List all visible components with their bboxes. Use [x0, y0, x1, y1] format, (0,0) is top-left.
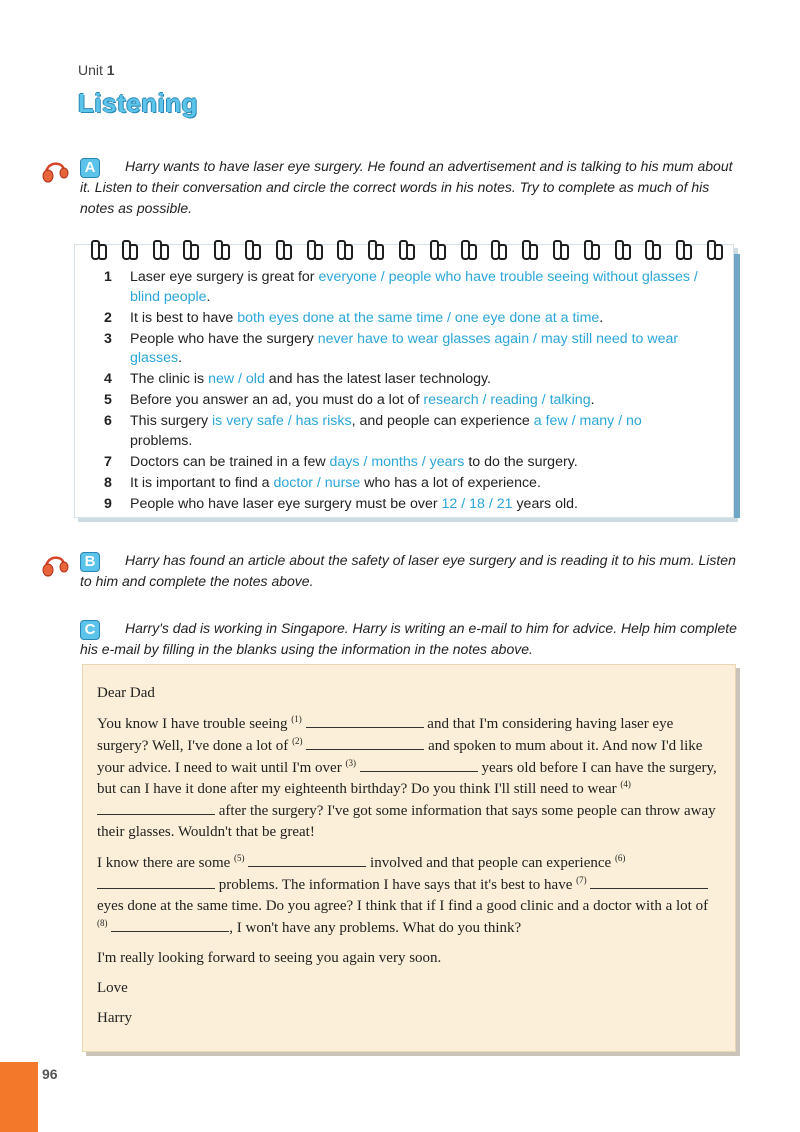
note-text: , and people can experience — [351, 413, 534, 429]
section-c — [40, 618, 740, 660]
note-item — [98, 474, 708, 494]
note-text: It is best to have — [130, 309, 238, 326]
note-text: and has the latest laser technology. — [264, 371, 491, 387]
note-options[interactable]: research / reading / talking — [423, 392, 591, 408]
blank-number: (3) — [345, 758, 356, 768]
page-number: 96 — [42, 1066, 58, 1082]
note-text: People who have laser eye surgery must be over — [130, 495, 442, 512]
note-text: . — [178, 350, 183, 366]
spiral-binding — [90, 240, 720, 262]
note-text: to do the surgery. — [464, 453, 578, 470]
note-text: Doctors can be trained in a few — [130, 453, 330, 470]
section-a-badge: A — [80, 158, 100, 178]
spiral-ring — [521, 240, 535, 258]
note-text: This surgery — [130, 413, 212, 429]
letter-closing: Love — [97, 980, 128, 996]
note-item — [98, 370, 708, 390]
letter-text: involved and that people can experience — [366, 855, 615, 871]
blank-number: (8) — [97, 918, 108, 928]
blank-number: (2) — [292, 736, 303, 746]
answer-blank[interactable] — [97, 800, 215, 815]
letter-body — [97, 713, 721, 969]
spiral-ring — [552, 240, 566, 258]
letter-text: problems. The information I have says that it's best to have — [215, 877, 577, 893]
headphones-icon — [40, 156, 76, 184]
note-options[interactable]: 12 / 18 / 21 — [441, 495, 513, 512]
answer-blank[interactable] — [111, 917, 229, 932]
spiral-ring — [90, 240, 104, 258]
spiral-ring — [429, 240, 443, 258]
note-options[interactable]: both eyes done at the same time / one eye done at a time — [237, 309, 600, 326]
note-number: 1 — [104, 269, 112, 285]
section-b — [40, 550, 740, 592]
note-item — [98, 453, 708, 473]
note-text: . — [599, 309, 604, 326]
note-text: Before you answer an ad, you must do a lot of — [130, 392, 424, 408]
letter-signature: Harry — [97, 1010, 132, 1026]
note-text: . — [590, 392, 595, 408]
note-item — [98, 495, 708, 515]
note-item — [98, 330, 708, 369]
email-letter — [82, 664, 736, 1052]
letter-text: and that I'm considering having laser eye surgery? Well, I've done a lot of — [97, 716, 674, 754]
unit-number: 1 — [106, 62, 115, 78]
letter-text: You know I have trouble seeing — [97, 716, 292, 732]
spiral-ring — [244, 240, 258, 258]
letter-text: I know there are some — [97, 855, 235, 871]
unit-label — [78, 62, 115, 78]
section-c-badge: C — [80, 620, 100, 640]
spiral-ring — [152, 240, 166, 258]
unit-word: Unit — [78, 62, 103, 78]
note-text: People who have the surgery — [130, 330, 318, 347]
letter-text: I'm really looking forward to seeing you again very soon. — [97, 950, 442, 966]
spiral-ring — [490, 240, 504, 258]
spiral-ring — [367, 240, 381, 258]
answer-blank[interactable] — [306, 713, 424, 728]
note-number: 3 — [104, 330, 112, 347]
note-number: 2 — [104, 309, 112, 326]
letter-paragraph — [97, 948, 721, 969]
answer-blank[interactable] — [97, 874, 215, 889]
letter-text: after the surgery? I've got some information that says some people can throw away their glasses. Wouldn't that be great! — [97, 803, 716, 840]
spiral-ring — [460, 240, 474, 258]
answer-blank[interactable] — [248, 852, 366, 867]
note-number: 5 — [104, 392, 112, 408]
spiral-ring — [121, 240, 135, 258]
letter-paragraph — [97, 713, 721, 843]
note-item — [98, 268, 708, 307]
section-b-instruction: Harry has found an article about the safety of laser eye surgery and is reading it to his mum. Listen to him and complete the notes above. — [80, 552, 736, 589]
note-options[interactable]: days / months / years — [329, 453, 465, 470]
note-number: 6 — [104, 413, 112, 429]
spiral-ring — [675, 240, 689, 258]
note-text: problems. — [130, 432, 193, 449]
note-options[interactable]: doctor / nurse — [273, 474, 361, 491]
note-options[interactable]: everyone / people who have trouble seeing without glasses / blind people — [130, 269, 698, 305]
spiral-ring — [706, 240, 720, 258]
note-text: years old. — [512, 495, 578, 512]
page-tab — [0, 1062, 38, 1132]
answer-blank[interactable] — [306, 735, 424, 750]
page-title: Listening — [78, 88, 199, 118]
note-text: The clinic is — [130, 371, 209, 387]
spiral-ring — [213, 240, 227, 258]
answer-blank[interactable] — [360, 757, 478, 772]
letter-text: years old before I can have the surgery, but can I have it done after my eighteenth birthday? Do you think I'll still need to wear — [97, 760, 717, 797]
letter-paragraph — [97, 852, 721, 939]
note-text: It is important to find a — [130, 474, 274, 491]
note-number: 7 — [104, 453, 112, 470]
note-item — [98, 309, 708, 329]
blank-number: (1) — [291, 714, 302, 724]
spiral-ring — [614, 240, 628, 258]
spiral-ring — [644, 240, 658, 258]
letter-text: and spoken to mum about it. And now I'd like your advice. I need to wait until I'm over — [97, 738, 703, 776]
note-options[interactable]: a few / many / no — [533, 413, 642, 429]
section-c-instruction: Harry's dad is working in Singapore. Harry is writing an e-mail to him for advice. Help him complete his e-mail by filling in the blanks using the information in the notes above. — [80, 620, 737, 657]
note-text: who has a lot of experience. — [360, 474, 541, 491]
note-text: . — [206, 288, 211, 305]
note-options[interactable]: new / old — [208, 371, 265, 387]
letter-text: eyes done at the same time. Do you agree? I think that if I find a good clinic and a doctor with a lot of — [97, 898, 709, 914]
blank-number: (6) — [614, 853, 626, 863]
note-number: 4 — [104, 371, 112, 387]
headphones-icon — [40, 550, 76, 578]
note-number: 9 — [104, 495, 112, 512]
spiral-ring — [306, 240, 320, 258]
spiral-ring — [275, 240, 289, 258]
notes-list — [98, 268, 708, 516]
section-a-instruction: Harry wants to have laser eye surgery. He found an advertisement and is talking to his mum about it. Listen to their conversation and circle the correct words in his notes. Try to complete as much of his notes as possible. — [80, 158, 733, 216]
section-b-badge: B — [80, 552, 100, 572]
note-options[interactable]: never have to wear glasses again / may still need to wear glasses — [130, 330, 679, 366]
note-number: 8 — [104, 474, 112, 491]
answer-blank[interactable] — [590, 874, 708, 889]
note-text: Laser eye surgery is great for — [130, 269, 319, 285]
blank-number: (4) — [620, 779, 631, 789]
letter-text: , I won't have any problems. What do you think? — [229, 920, 522, 936]
spiral-ring — [182, 240, 196, 258]
spiral-ring — [583, 240, 597, 258]
spiral-ring — [336, 240, 350, 258]
notes-notebook — [74, 244, 734, 518]
blank-number: (5) — [234, 853, 245, 863]
section-a — [40, 156, 740, 219]
note-item — [98, 391, 708, 411]
note-item — [98, 412, 708, 451]
spiral-ring — [398, 240, 412, 258]
note-options[interactable]: is very safe / has risks — [212, 413, 352, 429]
blank-number: (7) — [576, 875, 587, 885]
letter-greeting: Dear Dad — [97, 685, 155, 701]
